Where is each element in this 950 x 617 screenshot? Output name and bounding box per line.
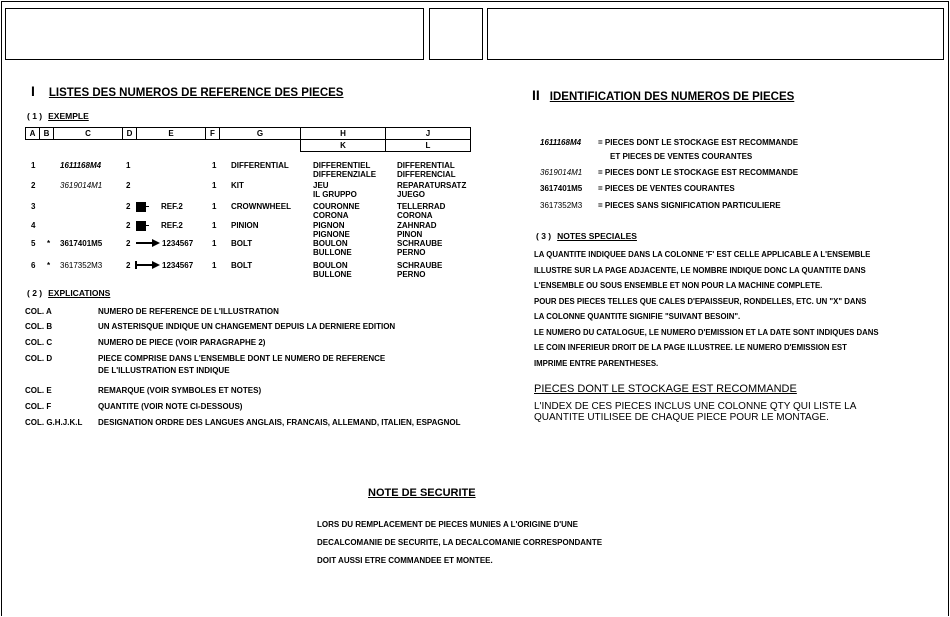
row-desc-fr: BOULON: [313, 239, 348, 248]
row-desc-en: BOLT: [231, 239, 253, 248]
row-desc-en: CROWNWHEEL: [231, 202, 291, 211]
notes-line: LA COLONNE QUANTITE SIGNIFIE "SUIVANT BESOIN".: [534, 312, 741, 321]
row-remark: REF.2: [161, 202, 183, 211]
row-ref: 6: [31, 261, 36, 270]
notes-line: L'ENSEMBLE OU SOUS ENSEMBLE ET NON POUR LA MACHINE COMPLETE.: [534, 281, 823, 290]
row-desc-fr: BOULON: [313, 261, 348, 270]
row-part-number: 1611168M4: [60, 161, 102, 170]
header-box-left: [5, 8, 424, 60]
part-id-key: 3619014M1: [540, 168, 583, 177]
col-header-k: K: [301, 140, 386, 152]
row-qty-d: 2: [126, 181, 131, 190]
example-title: EXEMPLE: [48, 111, 89, 121]
explanations-title: EXPLICATIONS: [48, 288, 111, 298]
row-desc-de: SCHRAUBE: [397, 239, 443, 248]
explanation-value: NUMERO DE PIECE (VOIR PARAGRAPHE 2): [98, 338, 266, 347]
row-desc-it: CORONA: [313, 211, 349, 220]
col-header-h: H: [301, 128, 386, 140]
stock-recommended-title: PIECES DONT LE STOCKAGE EST RECOMMANDE: [534, 383, 797, 395]
row-desc-es: JUEGO: [397, 190, 426, 199]
row-qty: 1: [212, 221, 217, 230]
row-remark: 1234567: [162, 261, 194, 270]
part-id-value: = PIECES SANS SIGNIFICATION PARTICULIERE: [598, 201, 781, 210]
part-id-key: 3617352M3: [540, 201, 583, 210]
row-desc-en: PINION: [231, 221, 259, 230]
section-1-title-text: LISTES DES NUMEROS DE REFERENCE DES PIECES: [48, 87, 344, 99]
part-id-value-continued: ET PIECES DE VENTES COURANTES: [610, 152, 753, 161]
row-desc-de: ZAHNRAD: [397, 221, 437, 230]
row-desc-en: BOLT: [231, 261, 253, 270]
row-asterisk: *: [47, 261, 51, 270]
row-desc-de: TELLERRAD: [397, 202, 446, 211]
special-notes-title: NOTES SPECIALES: [557, 231, 637, 241]
safety-note-body: [317, 516, 602, 570]
explanation-key: COL. B: [25, 322, 53, 331]
part-id-value: = PIECES DONT LE STOCKAGE EST RECOMMANDE: [598, 138, 799, 147]
col-header-b: B: [40, 128, 54, 140]
row-part-number: 3617401M5: [60, 239, 103, 248]
row-qty-d: 2: [126, 261, 131, 270]
explanation-key: COL. E: [25, 386, 52, 395]
notes-line: POUR DES PIECES TELLES QUE CALES D'EPAISSEUR, RONDELLES, ETC. UN "X" DANS: [534, 296, 867, 306]
row-desc-es: DIFFERENCIAL: [397, 170, 456, 179]
row-desc-de: DIFFERENTIAL: [397, 161, 455, 170]
explanation-key: COL. D: [25, 354, 53, 363]
row-ref: 1: [31, 161, 36, 170]
notes-line: LE COIN INFERIEUR DROIT DE LA PAGE ILLUSTREE. LE NUMERO D'EMISSION EST: [534, 343, 847, 352]
explanations-label: ( 2 ): [27, 288, 43, 298]
explanations-heading: [27, 288, 110, 298]
row-qty: 1: [212, 239, 217, 248]
row-asterisk: *: [47, 239, 51, 248]
row-qty: 1: [212, 261, 217, 270]
book-ref-icon: [136, 221, 146, 232]
notes-line: LE NUMERO DU CATALOGUE, LE NUMERO D'EMISSION ET LA DATE SONT INDIQUES DANS: [534, 327, 879, 337]
col-header-j: J: [386, 128, 471, 140]
col-header-c: C: [54, 128, 123, 140]
explanation-value: QUANTITE (VOIR NOTE CI-DESSOUS): [98, 402, 243, 411]
explanation-value: DESIGNATION ORDRE DES LANGUES ANGLAIS, FRANCAIS, ALLEMAND, ITALIEN, ESPAGNOL: [98, 418, 461, 427]
right-arrow-icon: [135, 238, 161, 247]
row-desc-it: IL GRUPPO: [313, 190, 357, 199]
notes-line: LA QUANTITE INDIQUEE DANS LA COLONNE 'F' EST CELLE APPLICABLE A L'ENSEMBLE: [534, 250, 871, 259]
book-ref-icon: [136, 202, 146, 213]
part-id-value: = PIECES DONT LE STOCKAGE EST RECOMMANDE: [598, 168, 799, 177]
row-desc-it: DIFFERENZIALE: [313, 170, 377, 179]
col-header-g: G: [220, 128, 301, 140]
explanation-value: NUMERO DE REFERENCE DE L'ILLUSTRATION: [98, 307, 279, 316]
safety-line: DECALCOMANIE DE SECURITE, LA DECALCOMANIE CORRESPONDANTE: [317, 538, 603, 547]
example-heading: [27, 111, 89, 121]
row-qty-d: 2: [126, 202, 131, 211]
col-header-d: D: [123, 128, 137, 140]
special-notes-heading: [536, 231, 637, 241]
example-table-header: [25, 127, 471, 152]
row-remark: REF.2: [161, 221, 183, 230]
row-qty-d: 1: [126, 161, 131, 170]
row-desc-fr: JEU: [313, 181, 329, 190]
section-2-title-text: IDENTIFICATION DES NUMEROS DE PIECES: [549, 91, 795, 103]
explanation-value: PIECE COMPRISE DANS L'ENSEMBLE DONT LE NUMERO DE REFERENCE: [98, 354, 386, 363]
row-desc-it: BULLONE: [313, 248, 352, 257]
row-desc-it: PIGNONE: [313, 230, 350, 239]
section-2-number: II: [532, 87, 540, 103]
special-notes-label: ( 3 ): [536, 231, 552, 241]
safety-line: LORS DU REMPLACEMENT DE PIECES MUNIES A L'ORIGINE D'UNE: [317, 520, 579, 529]
row-desc-en: DIFFERENTIAL: [231, 161, 289, 170]
explanation-key: COL. C: [25, 338, 53, 347]
section-1-number: I: [31, 83, 35, 99]
row-qty: 1: [212, 202, 217, 211]
row-ref: 2: [31, 181, 36, 190]
col-header-a: A: [26, 128, 40, 140]
part-id-key: 3617401M5: [540, 184, 583, 193]
header-box-right: [487, 8, 944, 60]
section-2-title: [532, 87, 794, 103]
col-header-e: E: [137, 128, 206, 140]
row-desc-es: PERNO: [397, 270, 426, 279]
part-id-value: = PIECES DE VENTES COURANTES: [598, 184, 735, 193]
right-arrow-icon: [135, 260, 161, 269]
safety-note-title: NOTE DE SECURITE: [368, 487, 476, 499]
explanation-value-continued: DE L'ILLUSTRATION EST INDIQUE: [98, 366, 230, 375]
explanation-value: UN ASTERISQUE INDIQUE UN CHANGEMENT DEPUIS LA DERNIERE EDITION: [98, 322, 396, 331]
stock-line: L'INDEX DE CES PIECES INCLUS UNE COLONNE QTY QUI LISTE LA: [534, 401, 857, 412]
row-ref: 5: [31, 239, 36, 248]
row-qty: 1: [212, 181, 217, 190]
row-desc-fr: COURONNE: [313, 202, 360, 211]
stock-line: QUANTITE UTILISEE DE CHAQUE PIECE POUR LE MONTAGE.: [534, 412, 829, 423]
row-desc-de: REPARATURSATZ: [397, 181, 467, 190]
row-desc-en: KIT: [231, 181, 244, 190]
explanation-key: COL. F: [25, 402, 52, 411]
notes-line: IMPRIME ENTRE PARENTHESES.: [534, 358, 659, 368]
notes-line: ILLUSTRE SUR LA PAGE ADJACENTE, LE NOMBRE INDIQUE DONC LA QUANTITE DANS: [534, 265, 866, 275]
explanation-key: COL. G.H.J.K.L: [25, 418, 83, 427]
stock-recommended-body: [534, 401, 856, 423]
row-ref: 4: [31, 221, 36, 230]
row-part-number: 3619014M1: [60, 181, 103, 190]
header-box-middle: [429, 8, 483, 60]
part-id-key: 1611168M4: [540, 138, 582, 147]
explanation-key: COL. A: [25, 307, 52, 316]
row-qty: 1: [212, 161, 217, 170]
row-desc-es: PINON: [397, 230, 423, 239]
row-desc-es: PERNO: [397, 248, 426, 257]
explanation-value: REMARQUE (VOIR SYMBOLES ET NOTES): [98, 386, 262, 395]
row-ref: 3: [31, 202, 36, 211]
row-desc-fr: PIGNON: [313, 221, 345, 230]
example-label: ( 1 ): [27, 111, 43, 121]
row-desc-es: CORONA: [397, 211, 433, 220]
col-header-f: F: [206, 128, 220, 140]
row-desc-it: BULLONE: [313, 270, 352, 279]
row-desc-fr: DIFFERENTIEL: [313, 161, 371, 170]
special-notes-body: [534, 247, 879, 371]
row-part-number: 3617352M3: [60, 261, 103, 270]
row-desc-de: SCHRAUBE: [397, 261, 443, 270]
row-remark: 1234567: [162, 239, 194, 248]
row-qty-d: 2: [126, 221, 131, 230]
col-header-l: L: [386, 140, 471, 152]
safety-line: DOIT AUSSI ETRE COMMANDEE ET MONTEE.: [317, 556, 493, 565]
section-1-title: [31, 83, 343, 99]
row-qty-d: 2: [126, 239, 131, 248]
